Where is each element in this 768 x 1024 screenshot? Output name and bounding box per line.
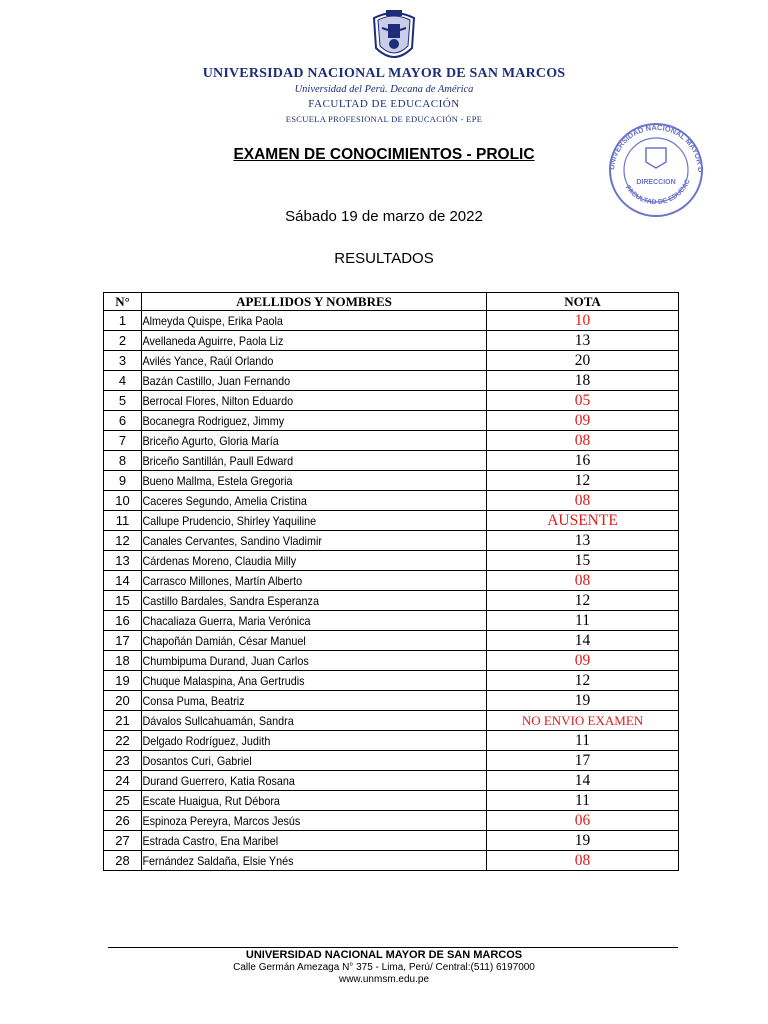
student-grade: 06 (487, 811, 679, 831)
table-row (104, 351, 679, 371)
student-name: Callupe Prudencio, Shirley Yaquiline (142, 511, 453, 531)
student-name: Escate Huaigua, Rut Débora (142, 791, 453, 811)
student-name: Carrasco Millones, Martín Alberto (142, 571, 453, 591)
student-grade: 19 (487, 691, 679, 711)
student-grade: 12 (487, 591, 679, 611)
student-name: Chacaliaza Guerra, Maria Verónica (142, 611, 453, 631)
row-number: 3 (104, 351, 142, 371)
row-number: 19 (104, 671, 142, 691)
row-number: 21 (104, 711, 142, 731)
row-number: 22 (104, 731, 142, 751)
row-number: 1 (104, 311, 142, 331)
table-row (104, 511, 679, 531)
student-name: Canales Cervantes, Sandino Vladimir (142, 531, 453, 551)
table-row (104, 731, 679, 751)
student-grade: 10 (487, 311, 679, 331)
table-row (104, 611, 679, 631)
row-number: 18 (104, 651, 142, 671)
student-name: Almeyda Quispe, Erika Paola (142, 311, 453, 331)
row-number: 27 (104, 831, 142, 851)
table-row (104, 851, 679, 871)
table-row (104, 411, 679, 431)
row-number: 25 (104, 791, 142, 811)
student-grade: 16 (487, 451, 679, 471)
faculty-name: FACULTAD DE EDUCACIÓN (308, 98, 460, 110)
row-number: 5 (104, 391, 142, 411)
table-row (104, 771, 679, 791)
student-name: Chumbipuma Durand, Juan Carlos (142, 651, 453, 671)
row-number: 7 (104, 431, 142, 451)
row-number: 9 (104, 471, 142, 491)
row-number: 8 (104, 451, 142, 471)
student-grade: 12 (487, 471, 679, 491)
student-grade: 12 (487, 671, 679, 691)
footer-university: UNIVERSIDAD NACIONAL MAYOR DE SAN MARCOS (245, 949, 523, 961)
table-row (104, 471, 679, 491)
document-title: EXAMEN DE CONOCIMIENTOS - PROLIC (233, 146, 535, 163)
footer-website: www.unmsm.edu.pe (338, 974, 430, 985)
row-number: 2 (104, 331, 142, 351)
table-row (104, 371, 679, 391)
student-grade: 09 (487, 651, 679, 671)
student-grade: 14 (487, 771, 679, 791)
student-name: Avellaneda Aguirre, Paola Liz (142, 331, 453, 351)
student-grade: 08 (487, 491, 679, 511)
stamp-lower-text: FACULTAD DE EDUCAC (623, 178, 692, 207)
student-grade: 13 (487, 531, 679, 551)
student-name: Castillo Bardales, Sandra Esperanza (142, 591, 453, 611)
results-table (103, 292, 679, 871)
table-row (104, 751, 679, 771)
column-header-grade: NOTA (487, 293, 679, 311)
student-name: Cárdenas Moreno, Claudia Milly (142, 551, 453, 571)
student-name: Dávalos Sullcahuamán, Sandra (142, 711, 453, 731)
student-grade: NO ENVIO EXAMEN (487, 711, 679, 731)
row-number: 11 (104, 511, 142, 531)
column-header-number: N° (104, 293, 142, 311)
student-grade: 14 (487, 631, 679, 651)
student-name: Durand Guerrero, Katia Rosana (142, 771, 453, 791)
student-grade: 19 (487, 831, 679, 851)
row-number: 28 (104, 851, 142, 871)
student-name: Briceño Agurto, Gloria María (142, 431, 453, 451)
stamp-ring-text: UNIVERSIDAD NACIONAL MAYOR D (607, 122, 706, 173)
student-grade: 08 (487, 571, 679, 591)
table-row (104, 791, 679, 811)
university-crest-icon (368, 8, 420, 66)
row-number: 16 (104, 611, 142, 631)
table-row (104, 551, 679, 571)
student-name: Bocanegra Rodriguez, Jimmy (142, 411, 453, 431)
row-number: 10 (104, 491, 142, 511)
student-grade: 08 (487, 851, 679, 871)
table-row (104, 651, 679, 671)
row-number: 20 (104, 691, 142, 711)
student-name: Fernández Saldaña, Elsie Ynés (142, 851, 453, 871)
student-name: Espinoza Pereyra, Marcos Jesús (142, 811, 453, 831)
exam-date: Sábado 19 de marzo de 2022 (285, 208, 483, 225)
row-number: 26 (104, 811, 142, 831)
table-row (104, 571, 679, 591)
table-row (104, 831, 679, 851)
row-number: 14 (104, 571, 142, 591)
table-row (104, 431, 679, 451)
seal-stamp-icon (600, 120, 712, 220)
table-row (104, 331, 679, 351)
table-row (104, 631, 679, 651)
student-grade: AUSENTE (487, 511, 679, 531)
student-grade: 18 (487, 371, 679, 391)
student-grade: 05 (487, 391, 679, 411)
table-row (104, 531, 679, 551)
table-row (104, 711, 679, 731)
student-grade: 13 (487, 331, 679, 351)
student-name: Bueno Mallma, Estela Gregoria (142, 471, 453, 491)
student-name: Bazán Castillo, Juan Fernando (142, 371, 453, 391)
university-subtitle: Universidad del Perú. Decana de América (294, 84, 474, 95)
row-number: 17 (104, 631, 142, 651)
table-header-row (104, 293, 679, 311)
table-row (104, 591, 679, 611)
student-grade: 11 (487, 611, 679, 631)
row-number: 4 (104, 371, 142, 391)
table-row (104, 491, 679, 511)
footer-address: Calle Germán Amezaga N° 375 - Lima, Perú/ Central:(511) 6197000 (233, 962, 535, 973)
student-grade: 20 (487, 351, 679, 371)
table-row (104, 811, 679, 831)
row-number: 13 (104, 551, 142, 571)
footer-divider (108, 947, 678, 948)
university-name: UNIVERSIDAD NACIONAL MAYOR DE SAN MARCOS (202, 66, 566, 81)
row-number: 24 (104, 771, 142, 791)
school-name: ESCUELA PROFESIONAL DE EDUCACIÓN - EPE (285, 114, 483, 124)
table-row (104, 311, 679, 331)
row-number: 23 (104, 751, 142, 771)
table-row (104, 691, 679, 711)
column-header-name: APELLIDOS Y NOMBRES (142, 293, 487, 311)
student-name: Dosantos Curi, Gabriel (142, 751, 453, 771)
section-heading: RESULTADOS (334, 250, 434, 267)
student-name: Consa Puma, Beatriz (142, 691, 453, 711)
table-row (104, 451, 679, 471)
student-name: Briceño Santillán, Paull Edward (142, 451, 453, 471)
student-name: Estrada Castro, Ena Maribel (142, 831, 453, 851)
student-grade: 09 (487, 411, 679, 431)
student-grade: 11 (487, 731, 679, 751)
stamp-center-text: DIRECCION (636, 179, 676, 186)
student-name: Chuque Malaspina, Ana Gertrudis (142, 671, 453, 691)
student-grade: 11 (487, 791, 679, 811)
student-name: Avilés Yance, Raúl Orlando (142, 351, 453, 371)
student-name: Chapoñán Damián, César Manuel (142, 631, 453, 651)
student-name: Delgado Rodríguez, Judith (142, 731, 453, 751)
row-number: 6 (104, 411, 142, 431)
table-row (104, 391, 679, 411)
student-grade: 15 (487, 551, 679, 571)
student-name: Berrocal Flores, Nilton Eduardo (142, 391, 453, 411)
row-number: 15 (104, 591, 142, 611)
student-name: Caceres Segundo, Amelia Cristina (142, 491, 453, 511)
row-number: 12 (104, 531, 142, 551)
student-grade: 08 (487, 431, 679, 451)
student-grade: 17 (487, 751, 679, 771)
table-row (104, 671, 679, 691)
